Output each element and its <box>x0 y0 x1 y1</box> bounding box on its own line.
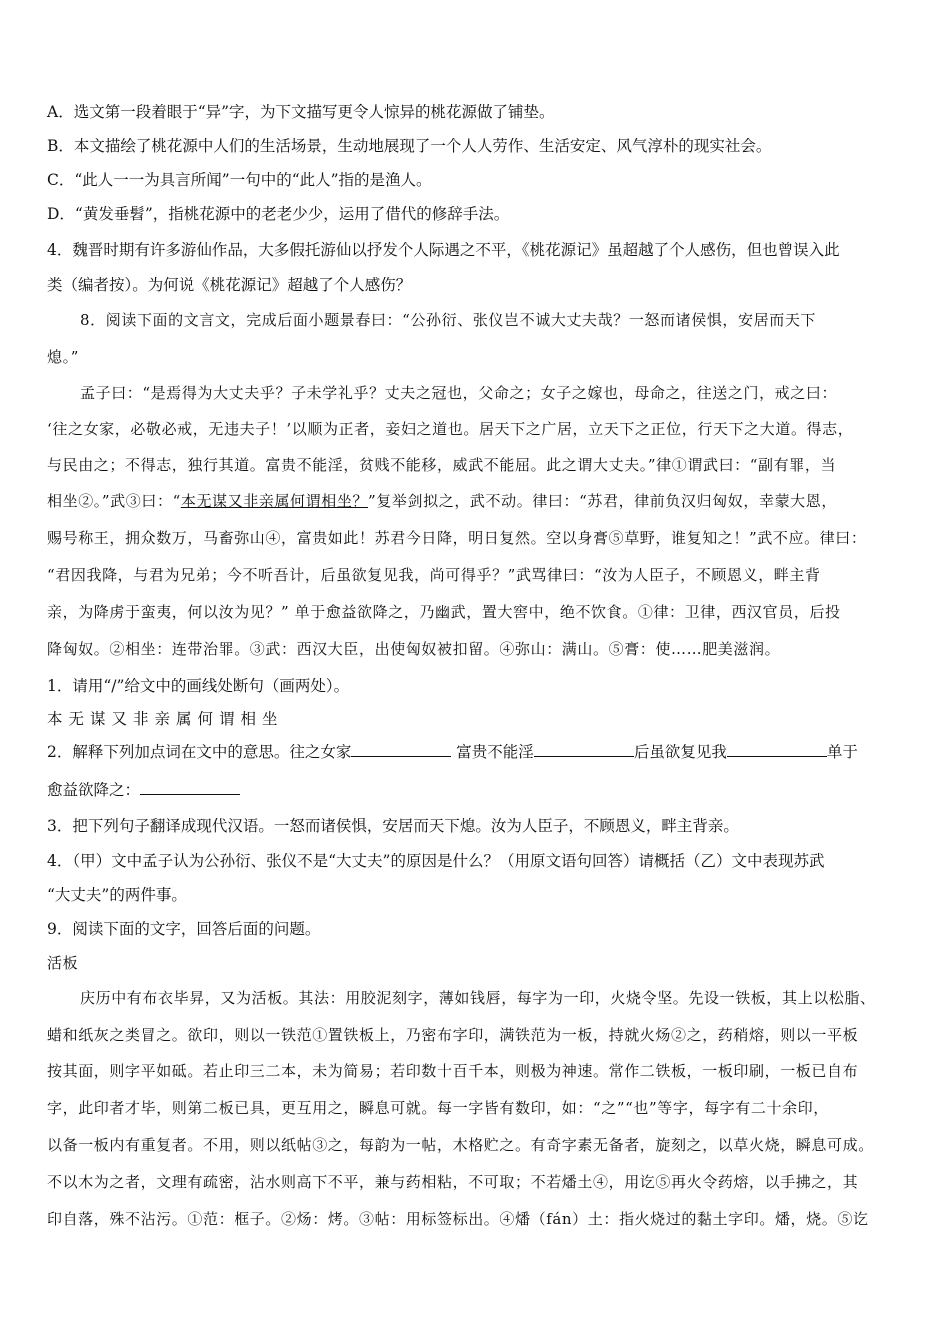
answer-blank[interactable] <box>351 742 451 757</box>
q9-passage-line-6: 不以木为之者，文理有疏密，沾水则高下不平，兼与药相粘，不可取；不若燔土④，用讫⑤再火令药熔，以手拂之，其 <box>47 1173 859 1191</box>
option-c: C．“此人一一为具言所闻”一句中的“此人”指的是渔人。 <box>47 171 432 189</box>
q9-passage-line-2: 蜡和纸灰之类冒之。欲印，则以一铁范①置铁板上，乃密布字印，满铁范为一板，持就火炀②之，药稍熔，则以一平板 <box>47 1026 859 1044</box>
sub-question-1: 1．请用“/”给文中的画线处断句（画两处）。 <box>47 677 350 695</box>
sub-question-2-a: 2．解释下列加点词在文中的意思。往之女家 <box>47 743 352 761</box>
q8-passage-line-7: 亲，为降虏于蛮夷，何以汝为见？” 单于愈益欲降之，乃幽武，置大窖中，绝不饮食。①律：卫律，西汉官员，后投 <box>47 603 841 621</box>
question-4-line-2: 类（编者按）。为何说《桃花源记》超越了个人感伤？ <box>47 276 412 294</box>
q8-passage-line-3: 与民由之；不得志，独行其道。富贵不能淫，贫贱不能移，威武不能屈。此之谓大丈夫。”律①谓武曰：“副有罪，当 <box>47 456 837 474</box>
sub-question-3: 3．把下列句子翻译成现代汉语。一怒而诸侯惧，安居而天下熄。汝为人臣子，不顾恩义，畔主背亲。 <box>47 817 739 835</box>
sub-question-1-text: 本无谋又非亲属何谓相坐 <box>47 710 284 728</box>
sub-question-2-cont <box>47 780 240 800</box>
sub-question-2-c: 后虽欲复见我 <box>633 743 727 761</box>
q9-passage-line-4: 字，此印者才毕，则第二板已具，更互用之，瞬息可就。每一字皆有数印，如：“之”“也”等字，每字有二十余印， <box>47 1099 829 1117</box>
q8-passage-line-4-a: 相坐②。”武③曰：“ <box>47 492 181 510</box>
answer-blank[interactable] <box>140 780 240 795</box>
underlined-sentence: 本无谋又非亲属何谓相坐？ <box>180 492 369 510</box>
q8-passage-line-4-b: ”复举剑拟之，武不动。律曰：“苏君，律前负汉归匈奴，幸蒙大恩， <box>368 492 837 510</box>
sub-question-2-e: 愈益欲降之： <box>47 781 141 799</box>
q8-passage-line-2: ‘往之女家，必敬必戒，无违夫子！’以顺为正者，妾妇之道也。居天下之广居，立天下之正位，行天下之大道。得志， <box>47 420 854 438</box>
question-4-line-1: 4．魏晋时期有许多游仙作品，大多假托游仙以抒发个人际遇之不平，《桃花源记》虽超越了个人感伤，但也曾误入此 <box>47 241 840 259</box>
q9-passage-line-3: 按其面，则字平如砥。若止印三二本，未为简易；若印数十百千本，则极为神速。常作二铁板，一板印刷，一板已自布 <box>47 1062 859 1080</box>
answer-blank[interactable] <box>727 742 827 757</box>
sub-question-2-d: 单于 <box>826 743 858 761</box>
passage-title: 活板 <box>47 954 79 972</box>
q9-passage-line-1: 庆历中有布衣毕昇，又为活板。其法：用胶泥刻字，薄如钱唇，每字为一印，火烧令坚。先设一铁板，其上以松脂、 <box>80 989 876 1007</box>
q9-passage-line-7: 印自落，殊不沾污。①范：框子。②炀：烤。③帖：用标签标出。④燔（fán）土：指火烧过的黏土字印。燔，烧。⑤讫 <box>47 1210 869 1228</box>
q9-passage-line-5: 以备一板内有重复者。不用，则以纸帖③之，每韵为一帖，木格贮之。有奇字素无备者，旋刻之，以草火烧，瞬息可成。 <box>47 1136 874 1154</box>
option-b: B．本文描绘了桃花源中人们的生活场景，生动地展现了一个人人劳作、生活安定、风气淳朴的现实社会。 <box>47 137 772 155</box>
answer-blank[interactable] <box>534 742 634 757</box>
q8-passage-line-6: “君因我降，与君为兄弟；今不听吾计，后虽欲复见我，尚可得乎？”武骂律曰：“汝为人臣子，不顾恩义，畔主背 <box>47 566 821 584</box>
q8-intro-line-2: 熄。” <box>47 348 79 366</box>
sub-question-4-line-1: 4．（甲）文中孟子认为公孙衍、张仪不是“大丈夫”的原因是什么？（用原文语句回答）请概括（乙）文中表现苏武 <box>47 852 825 870</box>
q8-intro-line-1: 8．阅读下面的文言文，完成后面小题景春曰：“公孙衍、张仪岂不诚大丈夫哉？一怒而诸侯惧，安居而天下 <box>80 311 817 329</box>
sub-question-2-b: 富贵不能淫 <box>451 743 534 761</box>
option-d: D．“黄发垂髫”，指桃花源中的老老少少，运用了借代的修辞手法。 <box>47 205 510 223</box>
q8-passage-line-4 <box>47 491 837 511</box>
q8-passage-line-1: 孟子曰：“是焉得为大丈夫乎？子未学礼乎？丈夫之冠也，父命之；女子之嫁也，母命之，往送之门，戒之曰： <box>80 384 838 402</box>
q8-passage-line-5: 赐号称王，拥众数万，马畜弥山④，富贵如此！苏君今日降，明日复然。空以身膏⑤草野，谁复知之！”武不应。律曰： <box>47 529 867 547</box>
option-a: A．选文第一段着眼于“异”字，为下文描写更令人惊异的桃花源做了铺垫。 <box>47 103 555 121</box>
sub-question-4-line-2: “大丈夫”的两件事。 <box>47 886 187 904</box>
sub-question-2 <box>47 742 858 762</box>
q8-passage-line-8: 降匈奴。②相坐：连带治罪。③武：西汉大臣，出使匈奴被扣留。④弥山：满山。⑤膏：使……肥美滋润。 <box>47 640 781 658</box>
q9-intro: 9．阅读下面的文字，回答后面的问题。 <box>47 920 321 938</box>
